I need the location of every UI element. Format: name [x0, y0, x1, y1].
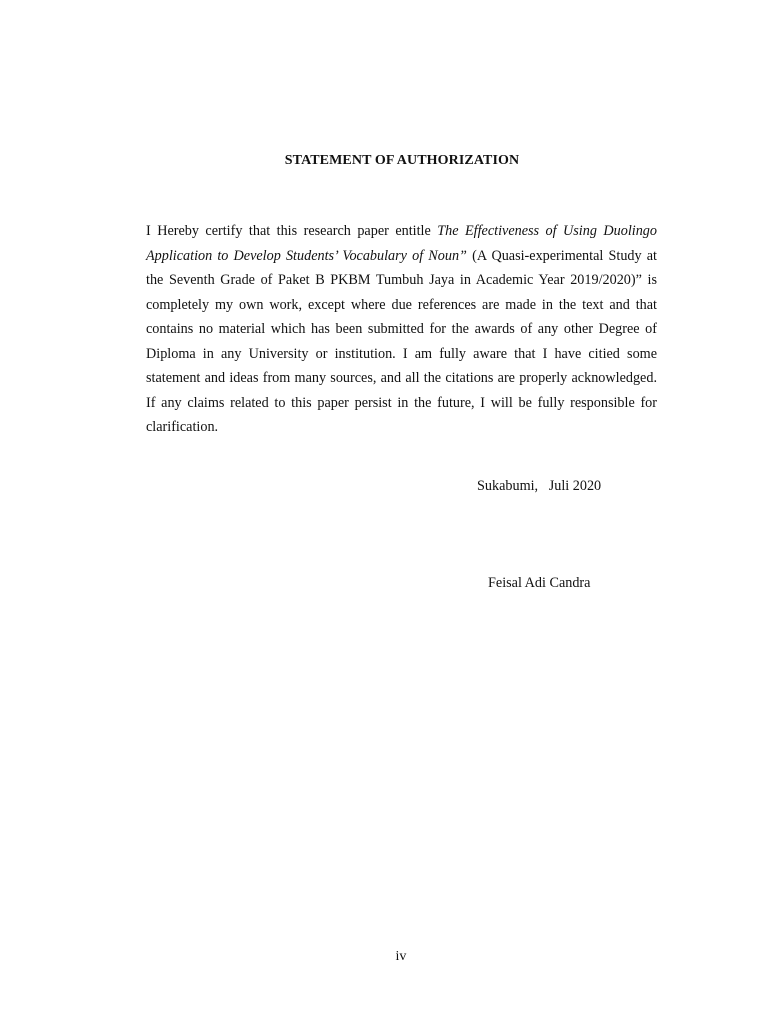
signer-name: Feisal Adi Candra — [488, 575, 591, 591]
document-title: STATEMENT OF AUTHORIZATION — [284, 153, 520, 168]
statement-paragraph — [146, 219, 657, 440]
page-number: iv — [395, 949, 407, 964]
paragraph-rest: (A Quasi-experimental Study at the Seventh Grade of Paket B PKBM Tumbuh Jaya in Academic Year 2019/2020)” is completely my own work, except where due references are made in the text and that contains no material which has been submitted for the awards of any other Degree of Diploma in any University or institution. I am fully aware that I have citied some statement and ideas from many sources, and all the citations are properly acknowledged. If any claims related to this paper persist in the future, I will be fully responsible for clarification. — [146, 247, 657, 435]
place-date: Sukabumi, Juli 2020 — [477, 478, 602, 494]
paragraph-intro: I Hereby certify that this research paper entitle — [146, 223, 438, 239]
thesis-title: The Effectiveness of Using Duolingo Application to Develop Students’ Vocabulary of Noun” — [146, 223, 657, 264]
